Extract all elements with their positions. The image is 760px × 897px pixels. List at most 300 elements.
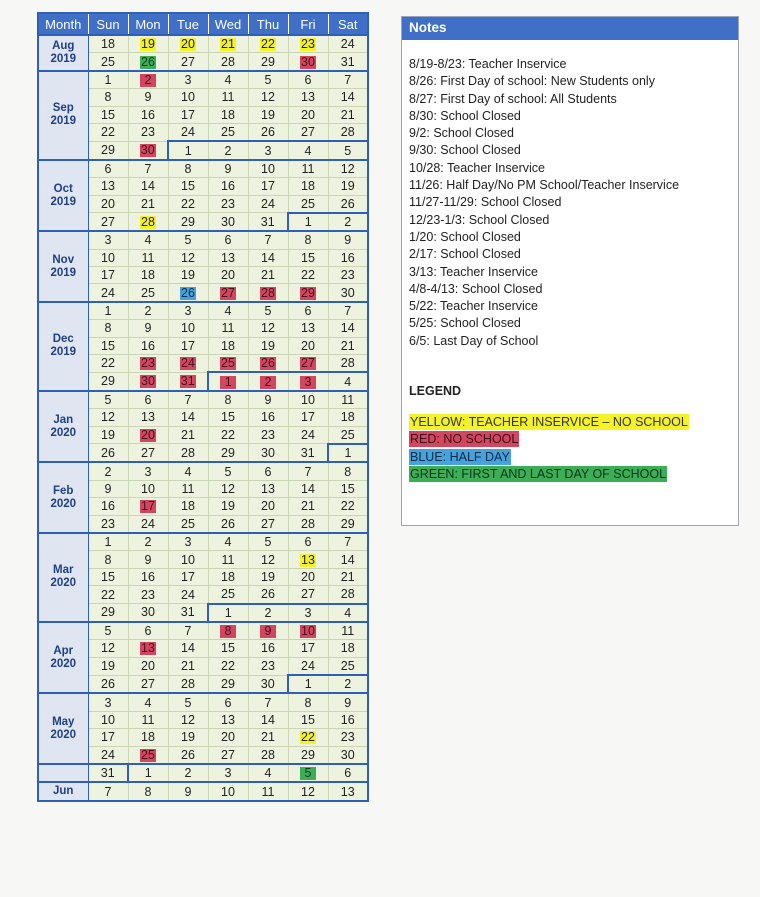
day-cell bbox=[328, 764, 368, 782]
day-number: 14 bbox=[261, 250, 275, 265]
day-number: 28 bbox=[221, 54, 235, 69]
day-cell bbox=[208, 320, 248, 337]
day-cell bbox=[248, 391, 288, 409]
day-cell bbox=[208, 267, 248, 284]
day-number: 6 bbox=[144, 624, 152, 639]
day-number: 24 bbox=[181, 125, 195, 140]
day-number: 2 bbox=[264, 605, 272, 620]
day-cell bbox=[248, 267, 288, 284]
day-cell bbox=[328, 178, 368, 195]
day-number: 14 bbox=[340, 90, 355, 105]
day-number: 21 bbox=[340, 569, 355, 584]
day-number: 27 bbox=[221, 747, 235, 762]
day-number: 21 bbox=[141, 196, 155, 211]
day-cell bbox=[88, 71, 128, 89]
day-number: 26 bbox=[181, 747, 195, 762]
day-number-red: 20 bbox=[141, 428, 155, 443]
day-number: 3 bbox=[104, 695, 112, 710]
day-cell bbox=[208, 729, 248, 746]
day-cell bbox=[288, 35, 328, 53]
day-number: 6 bbox=[264, 464, 272, 479]
day-number-yellow: 22 bbox=[301, 730, 315, 745]
day-cell bbox=[288, 444, 328, 462]
day-cell bbox=[328, 213, 368, 231]
day-number: 23 bbox=[340, 268, 355, 283]
day-cell bbox=[128, 498, 168, 515]
day-number: 12 bbox=[101, 410, 115, 425]
day-number: 1 bbox=[104, 72, 112, 87]
day-number-red: 17 bbox=[141, 499, 155, 514]
day-number: 28 bbox=[340, 356, 355, 371]
day-cell bbox=[88, 764, 128, 782]
day-cell bbox=[88, 462, 128, 480]
day-cell bbox=[128, 444, 168, 462]
day-cell bbox=[128, 675, 168, 693]
day-number: 21 bbox=[181, 428, 195, 443]
week-row bbox=[38, 231, 368, 249]
day-number: 23 bbox=[261, 428, 275, 443]
month-label: Nov 2019 bbox=[38, 231, 88, 302]
day-cell bbox=[328, 782, 368, 800]
day-number-red: 10 bbox=[301, 624, 315, 639]
day-number: 8 bbox=[304, 233, 312, 248]
day-number-yellow: 20 bbox=[181, 37, 195, 52]
month-label: Apr 2020 bbox=[38, 622, 88, 694]
day-number: 19 bbox=[181, 730, 195, 745]
day-cell bbox=[208, 764, 248, 782]
day-number: 2 bbox=[344, 215, 352, 230]
day-cell bbox=[88, 675, 128, 693]
day-number: 5 bbox=[264, 72, 272, 87]
day-number: 7 bbox=[264, 695, 272, 710]
day-number: 24 bbox=[141, 516, 155, 531]
day-number: 6 bbox=[224, 695, 232, 710]
day-number: 3 bbox=[184, 304, 192, 319]
day-cell bbox=[88, 729, 128, 746]
day-cell bbox=[208, 284, 248, 302]
day-number: 7 bbox=[344, 72, 352, 87]
day-number: 28 bbox=[301, 516, 315, 531]
day-number: 28 bbox=[340, 125, 355, 140]
day-number: 1 bbox=[344, 446, 352, 461]
day-number: 11 bbox=[341, 393, 355, 407]
day-cell bbox=[168, 604, 208, 622]
day-number: 5 bbox=[224, 464, 232, 479]
day-number: 29 bbox=[101, 605, 115, 620]
day-cell bbox=[168, 729, 208, 746]
legend-list bbox=[409, 414, 738, 483]
week-row bbox=[38, 729, 368, 746]
day-cell bbox=[88, 267, 128, 284]
day-number: 25 bbox=[141, 285, 155, 300]
day-number-yellow: 22 bbox=[261, 37, 275, 52]
day-cell bbox=[248, 71, 288, 89]
day-cell bbox=[168, 551, 208, 568]
day-number: 25 bbox=[340, 658, 355, 673]
day-cell bbox=[288, 498, 328, 515]
header-day-fri: Fri bbox=[288, 13, 328, 35]
day-number: 22 bbox=[101, 125, 115, 140]
day-number: 17 bbox=[181, 338, 195, 353]
day-number: 21 bbox=[261, 730, 275, 745]
day-number: 10 bbox=[261, 161, 275, 176]
week-row bbox=[38, 657, 368, 675]
day-number: 13 bbox=[340, 784, 355, 799]
legend-red-label: RED: NO SCHOOL bbox=[410, 432, 519, 447]
week-row bbox=[38, 284, 368, 302]
day-number: 15 bbox=[301, 713, 315, 728]
day-cell bbox=[328, 35, 368, 53]
calendar-body bbox=[38, 35, 368, 801]
day-cell bbox=[288, 711, 328, 728]
day-cell bbox=[328, 123, 368, 141]
day-cell bbox=[88, 444, 128, 462]
day-cell bbox=[248, 604, 288, 622]
day-number: 12 bbox=[261, 90, 275, 105]
week-row bbox=[38, 604, 368, 622]
day-cell bbox=[248, 426, 288, 444]
day-cell bbox=[88, 89, 128, 106]
day-number: 18 bbox=[181, 499, 195, 514]
day-cell bbox=[208, 586, 248, 604]
day-cell bbox=[328, 444, 368, 462]
day-number: 22 bbox=[101, 587, 115, 602]
notes-panel bbox=[401, 16, 739, 526]
day-number: 1 bbox=[224, 605, 232, 620]
day-number: 5 bbox=[264, 304, 272, 319]
day-number: 22 bbox=[221, 428, 235, 443]
day-number: 17 bbox=[181, 569, 195, 584]
day-cell bbox=[88, 711, 128, 728]
day-cell bbox=[88, 480, 128, 497]
day-number: 29 bbox=[221, 677, 235, 691]
day-cell bbox=[88, 426, 128, 444]
week-row bbox=[38, 89, 368, 106]
day-number: 25 bbox=[340, 427, 355, 442]
month-label: May 2020 bbox=[38, 693, 88, 764]
day-number-red: 2 bbox=[140, 74, 156, 87]
day-number: 14 bbox=[340, 321, 355, 336]
week-row bbox=[38, 568, 368, 585]
day-cell bbox=[288, 640, 328, 657]
day-cell bbox=[328, 426, 368, 444]
day-cell bbox=[248, 657, 288, 675]
day-number: 21 bbox=[261, 268, 275, 283]
day-cell bbox=[288, 106, 328, 123]
day-number: 25 bbox=[181, 516, 195, 531]
day-cell bbox=[328, 391, 368, 409]
day-cell bbox=[248, 106, 288, 123]
note-item: 8/27: First Day of school: All Students bbox=[409, 91, 617, 106]
day-cell bbox=[208, 533, 248, 551]
day-cell bbox=[128, 284, 168, 302]
day-cell bbox=[128, 141, 168, 159]
day-number: 23 bbox=[221, 196, 235, 211]
day-cell bbox=[288, 657, 328, 675]
day-cell bbox=[168, 337, 208, 354]
day-cell bbox=[88, 372, 128, 390]
day-cell bbox=[168, 178, 208, 195]
day-cell bbox=[168, 231, 208, 249]
day-number: 19 bbox=[101, 428, 115, 443]
day-cell bbox=[208, 391, 248, 409]
week-row bbox=[38, 160, 368, 178]
day-number: 4 bbox=[344, 605, 352, 620]
day-number: 19 bbox=[101, 659, 115, 674]
day-number: 14 bbox=[141, 179, 155, 194]
day-number-red: 30 bbox=[141, 374, 155, 389]
day-cell bbox=[88, 284, 128, 302]
day-number: 23 bbox=[141, 587, 155, 602]
day-number: 6 bbox=[104, 161, 112, 176]
day-number: 7 bbox=[344, 304, 352, 319]
day-cell bbox=[248, 372, 288, 390]
day-number: 14 bbox=[181, 641, 195, 656]
day-cell bbox=[88, 498, 128, 515]
day-number: 24 bbox=[181, 587, 195, 602]
day-number: 4 bbox=[344, 374, 352, 389]
day-cell bbox=[208, 160, 248, 178]
day-number: 14 bbox=[340, 552, 355, 567]
day-cell bbox=[168, 426, 208, 444]
day-cell bbox=[288, 284, 328, 302]
day-number: 19 bbox=[261, 107, 275, 122]
day-cell bbox=[128, 657, 168, 675]
day-cell bbox=[88, 320, 128, 337]
day-cell bbox=[248, 178, 288, 195]
day-cell bbox=[128, 337, 168, 354]
day-cell bbox=[288, 551, 328, 568]
note-item: 6/5: Last Day of School bbox=[409, 333, 539, 348]
day-number: 8 bbox=[304, 695, 312, 710]
day-cell bbox=[88, 568, 128, 585]
day-cell bbox=[168, 89, 208, 106]
header-day-wed: Wed bbox=[208, 13, 248, 35]
day-cell bbox=[328, 160, 368, 178]
week-row bbox=[38, 213, 368, 231]
day-cell bbox=[288, 782, 328, 800]
day-cell bbox=[328, 462, 368, 480]
day-cell bbox=[128, 568, 168, 585]
day-number: 5 bbox=[184, 233, 192, 248]
day-cell bbox=[288, 675, 328, 693]
day-number: 2 bbox=[104, 464, 112, 479]
day-number: 11 bbox=[141, 250, 155, 265]
day-number: 12 bbox=[101, 641, 115, 656]
day-number: 16 bbox=[261, 641, 275, 656]
day-number: 4 bbox=[144, 695, 152, 710]
note-item: 9/30: School Closed bbox=[409, 143, 521, 158]
day-cell bbox=[288, 693, 328, 711]
day-cell bbox=[208, 568, 248, 585]
day-cell bbox=[128, 409, 168, 426]
day-number: 11 bbox=[221, 90, 235, 105]
day-cell bbox=[328, 533, 368, 551]
day-number-red: 2 bbox=[260, 376, 276, 389]
day-cell bbox=[168, 213, 208, 231]
day-number: 2 bbox=[344, 677, 352, 692]
day-number: 5 bbox=[264, 535, 272, 550]
day-number: 27 bbox=[301, 125, 315, 140]
day-number: 29 bbox=[261, 54, 275, 69]
day-number: 18 bbox=[340, 410, 355, 425]
week-row bbox=[38, 106, 368, 123]
day-cell bbox=[248, 231, 288, 249]
day-number: 26 bbox=[221, 516, 235, 531]
week-row bbox=[38, 178, 368, 195]
month-label: Aug 2019 bbox=[38, 35, 88, 71]
day-number: 1 bbox=[304, 677, 312, 692]
day-cell bbox=[208, 746, 248, 764]
day-cell bbox=[168, 71, 208, 89]
day-cell bbox=[288, 604, 328, 622]
day-number: 1 bbox=[184, 143, 192, 158]
day-number: 29 bbox=[101, 374, 115, 389]
note-item: 8/19-8/23: Teacher Inservice bbox=[409, 57, 567, 71]
week-row bbox=[38, 391, 368, 409]
week-row bbox=[38, 782, 368, 800]
day-cell bbox=[248, 302, 288, 320]
day-number: 4 bbox=[224, 72, 232, 87]
day-number: 8 bbox=[144, 784, 152, 799]
day-cell bbox=[88, 123, 128, 141]
day-cell bbox=[128, 106, 168, 123]
day-cell bbox=[88, 355, 128, 373]
day-number-red: 27 bbox=[221, 285, 235, 300]
day-number: 30 bbox=[261, 445, 275, 460]
day-number: 16 bbox=[141, 569, 155, 584]
day-cell bbox=[328, 267, 368, 284]
day-number: 14 bbox=[181, 410, 195, 425]
day-cell bbox=[288, 71, 328, 89]
day-number: 15 bbox=[101, 338, 115, 353]
day-number: 3 bbox=[104, 233, 112, 248]
day-number: 27 bbox=[141, 445, 155, 460]
day-number: 15 bbox=[340, 481, 355, 496]
day-number: 3 bbox=[184, 72, 192, 87]
day-number: 11 bbox=[221, 321, 235, 336]
day-number: 17 bbox=[101, 268, 115, 283]
day-number: 6 bbox=[144, 393, 152, 407]
day-cell bbox=[128, 622, 168, 640]
week-row bbox=[38, 409, 368, 426]
day-number: 8 bbox=[104, 552, 112, 567]
day-cell bbox=[328, 409, 368, 426]
week-row bbox=[38, 123, 368, 141]
day-cell bbox=[208, 657, 248, 675]
day-number-yellow: 13 bbox=[301, 552, 315, 567]
day-cell bbox=[248, 498, 288, 515]
day-number-blue: 26 bbox=[181, 285, 195, 300]
day-number: 19 bbox=[181, 268, 195, 283]
day-cell bbox=[128, 355, 168, 373]
day-number: 25 bbox=[301, 196, 315, 211]
week-row bbox=[38, 320, 368, 337]
day-cell bbox=[168, 711, 208, 728]
week-row bbox=[38, 746, 368, 764]
day-number: 30 bbox=[340, 747, 355, 762]
day-cell bbox=[208, 444, 248, 462]
day-cell bbox=[168, 498, 208, 515]
day-cell bbox=[248, 551, 288, 568]
day-number: 19 bbox=[261, 569, 275, 584]
day-cell bbox=[208, 141, 248, 159]
day-cell bbox=[248, 533, 288, 551]
day-number: 8 bbox=[224, 393, 232, 407]
day-number: 9 bbox=[224, 161, 232, 176]
day-cell bbox=[288, 213, 328, 231]
day-number: 6 bbox=[304, 304, 312, 319]
day-number: 13 bbox=[141, 410, 155, 425]
day-number: 7 bbox=[344, 535, 352, 550]
day-number: 12 bbox=[181, 713, 195, 728]
note-item: 12/23-1/3: School Closed bbox=[409, 212, 550, 227]
day-cell bbox=[248, 195, 288, 213]
day-cell bbox=[288, 178, 328, 195]
day-cell bbox=[208, 515, 248, 533]
day-cell bbox=[88, 337, 128, 354]
day-number: 26 bbox=[101, 445, 115, 460]
day-cell bbox=[88, 178, 128, 195]
day-cell bbox=[128, 249, 168, 266]
day-number: 28 bbox=[181, 677, 195, 691]
day-number: 21 bbox=[340, 107, 355, 122]
day-number: 27 bbox=[101, 214, 115, 229]
day-number: 13 bbox=[301, 321, 315, 336]
day-number-yellow: 23 bbox=[301, 37, 315, 52]
day-cell bbox=[128, 53, 168, 71]
day-number: 7 bbox=[104, 784, 112, 799]
day-cell bbox=[168, 53, 208, 71]
day-cell bbox=[128, 178, 168, 195]
day-cell bbox=[248, 711, 288, 728]
day-cell bbox=[288, 586, 328, 604]
day-number: 26 bbox=[101, 677, 115, 691]
day-number: 11 bbox=[221, 552, 235, 567]
day-number-red: 25 bbox=[141, 747, 155, 762]
day-cell bbox=[168, 462, 208, 480]
day-cell bbox=[88, 302, 128, 320]
month-label: Dec 2019 bbox=[38, 302, 88, 391]
day-number: 26 bbox=[261, 125, 275, 140]
day-number: 15 bbox=[181, 179, 195, 194]
day-number: 17 bbox=[261, 179, 275, 194]
day-cell bbox=[288, 355, 328, 373]
note-item: 10/28: Teacher Inservice bbox=[409, 160, 545, 175]
day-number: 12 bbox=[221, 481, 235, 496]
day-number-red: 25 bbox=[221, 356, 235, 371]
day-number: 13 bbox=[261, 481, 275, 496]
day-number: 18 bbox=[101, 37, 115, 52]
day-cell bbox=[128, 302, 168, 320]
day-number: 3 bbox=[144, 464, 152, 479]
day-cell bbox=[128, 480, 168, 497]
week-row bbox=[38, 53, 368, 71]
day-number: 6 bbox=[344, 766, 352, 781]
day-cell bbox=[128, 764, 168, 782]
day-number: 10 bbox=[181, 90, 195, 105]
week-row bbox=[38, 141, 368, 159]
day-cell bbox=[248, 123, 288, 141]
day-cell bbox=[168, 622, 208, 640]
day-number: 22 bbox=[340, 499, 355, 514]
day-number: 16 bbox=[141, 338, 155, 353]
day-cell bbox=[248, 782, 288, 800]
day-cell bbox=[328, 249, 368, 266]
day-cell bbox=[288, 568, 328, 585]
day-cell bbox=[288, 160, 328, 178]
day-cell bbox=[288, 426, 328, 444]
